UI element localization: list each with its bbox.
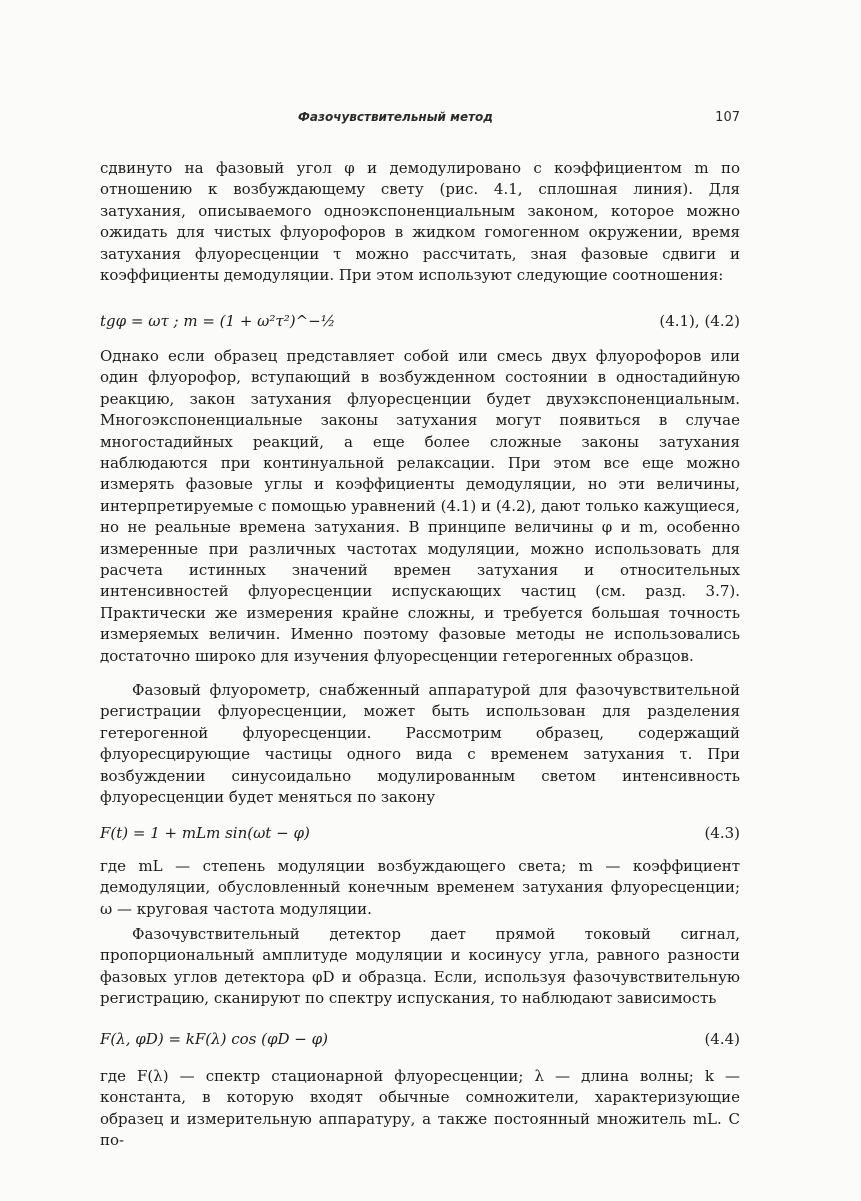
paragraph-text: Однако если образец представляет собой или смесь двух флуорофоров или один флуорофор, вступающий в возбужденном состоянии в одностадийную реакцию, закон затухания флуоресценции будет двухэкспоненциальным. Многоэкспоненциальные законы затухания могут появиться в случае многостадийных реакций, а еще более сложные законы затухания наблюдаются при континуальной релаксации. При этом все еще можно измерять фазовые углы и коэффициенты демодуляции, но эти величины, интерпретируемые с помощью уравнений (4.1) и (4.2), дают только кажущиеся, но не реальные времена затухания. В принципе величины φ и m, особенно измеренные при различных частотах модуляции, можно использовать для расчета истинных значений времен затухания и относительных интенсивностей флуоресценции испускающих частиц (см. разд. 3.7). Практически же измерения крайне сложны, и требуется большая точность измеряемых величин. Именно поэтому фазовые методы не использовались достаточно широко для изучения флуоресценции гетерогенных образцов.	[100, 347, 740, 665]
formula-4-1-4-2	[100, 312, 740, 336]
paragraph-1	[100, 158, 740, 286]
formula-expression: tgφ = ωτ ; m = (1 + ω²τ²)^−½	[100, 312, 336, 330]
paragraph-text: Фазовый флуорометр, снабженный аппаратурой для фазочувствительной регистрации флуоресценции, может быть использован для разделения гетерогенной флуоресценции. Рассмотрим образец, содержащий флуоресцирующие частицы одного вида с временем затухания τ. При возбуждении синусоидально модулированным светом интенсивность флуоресценции будет меняться по закону	[100, 681, 740, 807]
paragraph-2	[100, 346, 740, 667]
formula-expression: F(λ, φD) = kF(λ) cos (φD − φ)	[100, 1030, 329, 1048]
paragraph-text: где F(λ) — спектр стационарной флуоресценции; λ — длина волны; k — константа, в которую входят обычные сомножители, характеризующие образец и измерительную аппаратуру, а также постоянный множитель mL. С по-	[100, 1067, 740, 1150]
paragraph-text: Фазочувствительный детектор дает прямой токовый сигнал, пропорциональный амплитуде модуляции и косинусу угла, равного разности фазовых углов детектора φD и образца. Если, используя фазочувствительную регистрацию, сканируют по спектру испускания, то наблюдают зависимость	[100, 925, 740, 1008]
formula-4-3	[100, 824, 740, 848]
paragraph-6	[100, 1066, 740, 1152]
equation-number: (4.4)	[704, 1030, 740, 1048]
formula-4-4	[100, 1030, 740, 1054]
page-header	[100, 110, 740, 132]
page-number: 107	[715, 110, 740, 125]
paragraph-text: сдвинуто на фазовый угол φ и демодулировано с коэффициентом m по отношению к возбуждающему свету (рис. 4.1, сплошная линия). Для затухания, описываемого одноэкспоненциальным законом, которое можно ожидать для чистых флуорофоров в жидком гомогенном окружении, время затухания флуоресценции τ можно рассчитать, зная фазовые сдвиги и коэффициенты демодуляции. При этом используют следующие соотношения:	[100, 159, 740, 285]
formula-expression: F(t) = 1 + mLm sin(ωt − φ)	[100, 824, 310, 842]
equation-number: (4.1), (4.2)	[659, 312, 740, 330]
paragraph-4	[100, 856, 740, 920]
running-title: Фазочувствительный метод	[298, 110, 493, 124]
equation-number: (4.3)	[704, 824, 740, 842]
paragraph-5	[100, 924, 740, 1010]
paragraph-3	[100, 680, 740, 808]
paragraph-text: где mL — степень модуляции возбуждающего света; m — коэффициент демодуляции, обусловленный конечным временем затухания флуоресценции; ω — круговая частота модуляции.	[100, 857, 740, 918]
